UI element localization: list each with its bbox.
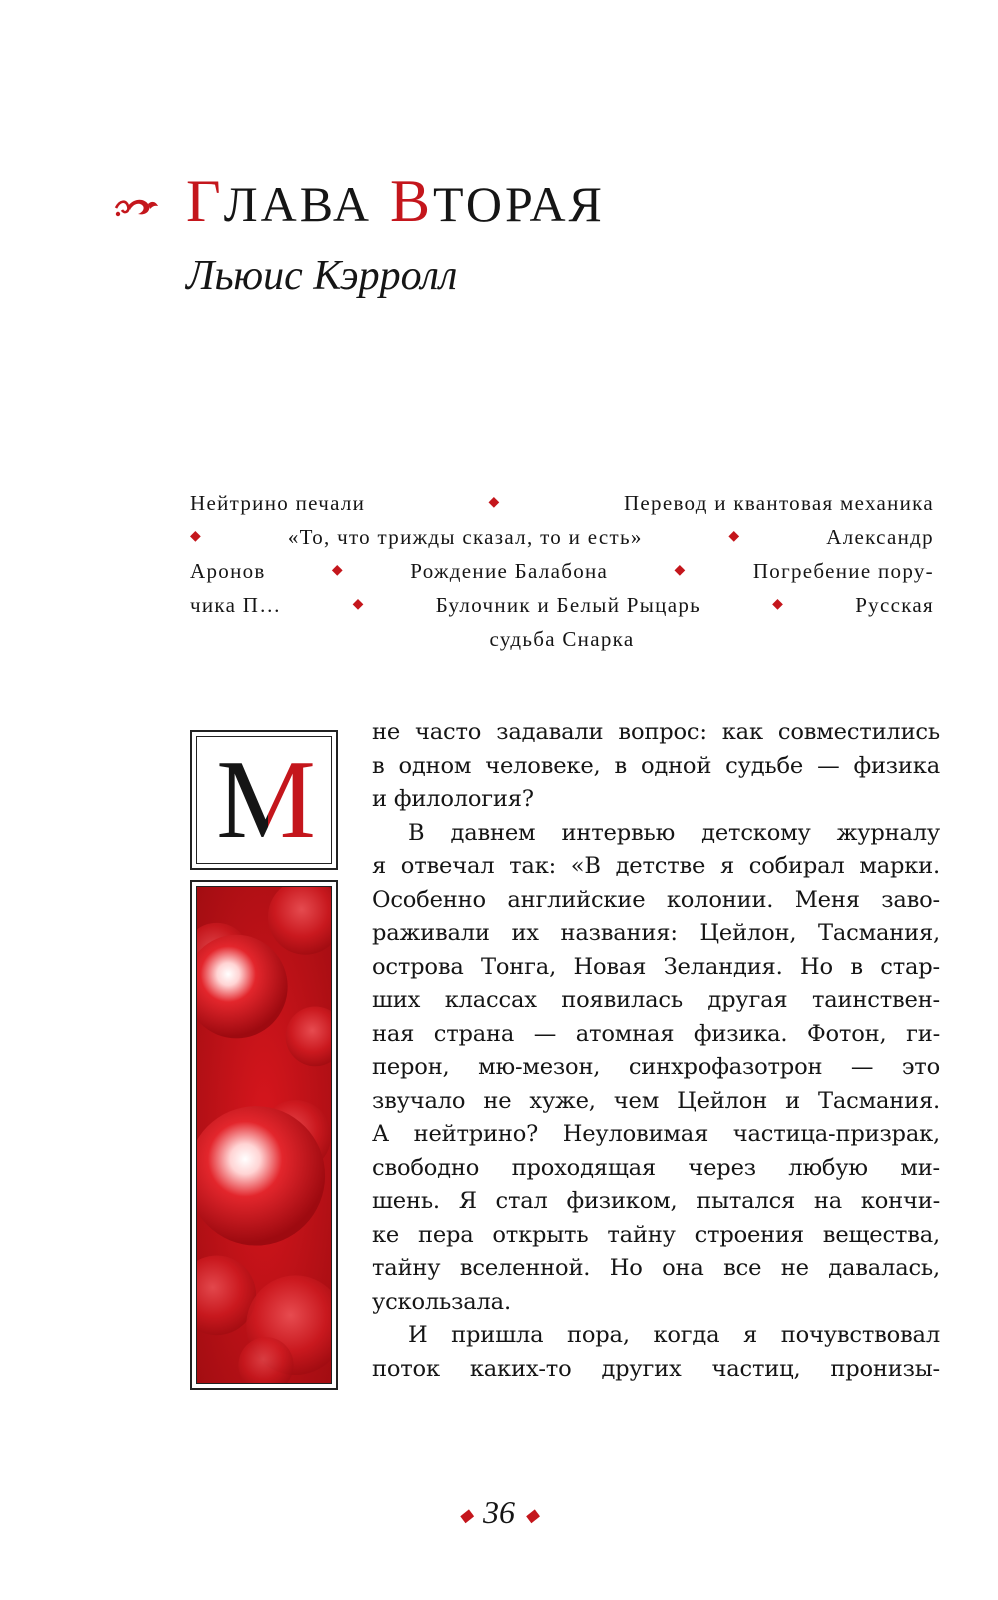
dropcap-letter [208, 740, 324, 860]
dropcap-box [190, 730, 338, 870]
text-line: не часто задавали вопрос: как совместились [372, 719, 940, 745]
text-line: ускользала. [372, 1288, 511, 1315]
text-line: свободно проходящая через любую ми- [372, 1154, 940, 1181]
diamond-bullet-icon: ◆ [728, 529, 741, 544]
summary-topic: судьба Снарка [489, 627, 635, 651]
diamond-bullet-icon: ◆ [674, 563, 687, 578]
summary-topic: «То, что трижды сказал, то и есть» [287, 525, 643, 549]
summary-line [190, 622, 934, 656]
diamond-bullet-icon: ◆ [459, 1505, 473, 1526]
text-line: тайну вселенной. Но она все не давалась, [372, 1255, 940, 1281]
chapter-subtitle: Льюис Кэрролл [186, 253, 458, 299]
summary-topic: Александр [826, 525, 934, 549]
chapter-summary [190, 486, 934, 656]
text-line: ная страна — атомная физика. Фотон, ги- [372, 1020, 940, 1047]
page-number [0, 1494, 998, 1531]
text-line: ке пера открыть тайну строения вещества, [372, 1221, 940, 1248]
summary-line [190, 520, 934, 554]
chapter-title-word-2: ТОРАЯ [433, 176, 605, 232]
diamond-bullet-icon: ◆ [190, 529, 203, 544]
red-spheres-illustration [196, 886, 332, 1384]
summary-line [190, 554, 934, 588]
diamond-bullet-icon: ◆ [772, 597, 785, 612]
text-line: шень. Я стал физиком, пытался на кончи- [372, 1188, 940, 1214]
text-line: и филология? [372, 786, 534, 812]
text-line: в одном человеке, в одной судьбе — физика [372, 752, 940, 779]
summary-topic: Аронов [190, 559, 266, 583]
text-line: ших классах появилась другая таинствен- [372, 987, 940, 1013]
chapter-title-initial-g: Г [186, 168, 224, 234]
text-line: раживали их названия: Цейлон, Тасмания, [372, 920, 940, 946]
summary-topic: Нейтрино печали [190, 491, 366, 515]
text-line: звучало не хуже, чем Цейлон и Тасмания. [372, 1087, 940, 1114]
diamond-bullet-icon: ◆ [525, 1505, 539, 1526]
page-number-value: 36 [483, 1494, 515, 1530]
summary-topic: чика П… [190, 593, 282, 617]
summary-topic: Булочник и Белый Рыцарь [435, 593, 702, 617]
chapter-title-word-1: ЛАВА [223, 176, 373, 232]
text-line: перон, мю-мезон, синхрофазотрон — это [372, 1054, 940, 1080]
summary-topic: Русская [855, 593, 934, 617]
summary-topic: Погребение пору- [752, 559, 934, 583]
chapter-title-initial-v: В [390, 168, 434, 234]
floral-fleuron-icon [114, 192, 160, 220]
summary-topic: Перевод и квантовая механика [623, 491, 934, 515]
summary-line [190, 588, 934, 622]
diamond-bullet-icon: ◆ [488, 495, 501, 510]
diamond-bullet-icon: ◆ [352, 597, 365, 612]
summary-topic: Рождение Балабона [410, 559, 609, 583]
diamond-bullet-icon: ◆ [331, 563, 344, 578]
text-line: я отвечал так: «В детстве я собирал марки. [372, 853, 940, 879]
body-text [372, 716, 940, 1386]
text-line: острова Тонга, Новая Зеландия. Но в стар- [372, 953, 940, 980]
dropcap-illustration [190, 880, 338, 1390]
text-line: И пришла пора, когда я почувствовал [408, 1322, 940, 1348]
dropcap-glyph: М [216, 738, 316, 862]
text-line: В давнем интервью детскому журналу [408, 819, 940, 846]
text-line: Особенно английские колонии. Меня заво- [372, 886, 940, 913]
chapter-title [186, 170, 605, 235]
text-line: поток каких-то других частиц, пронизы- [372, 1355, 940, 1382]
text-line: А нейтрино? Неуловимая частица-призрак, [372, 1121, 940, 1147]
summary-line [190, 486, 934, 520]
